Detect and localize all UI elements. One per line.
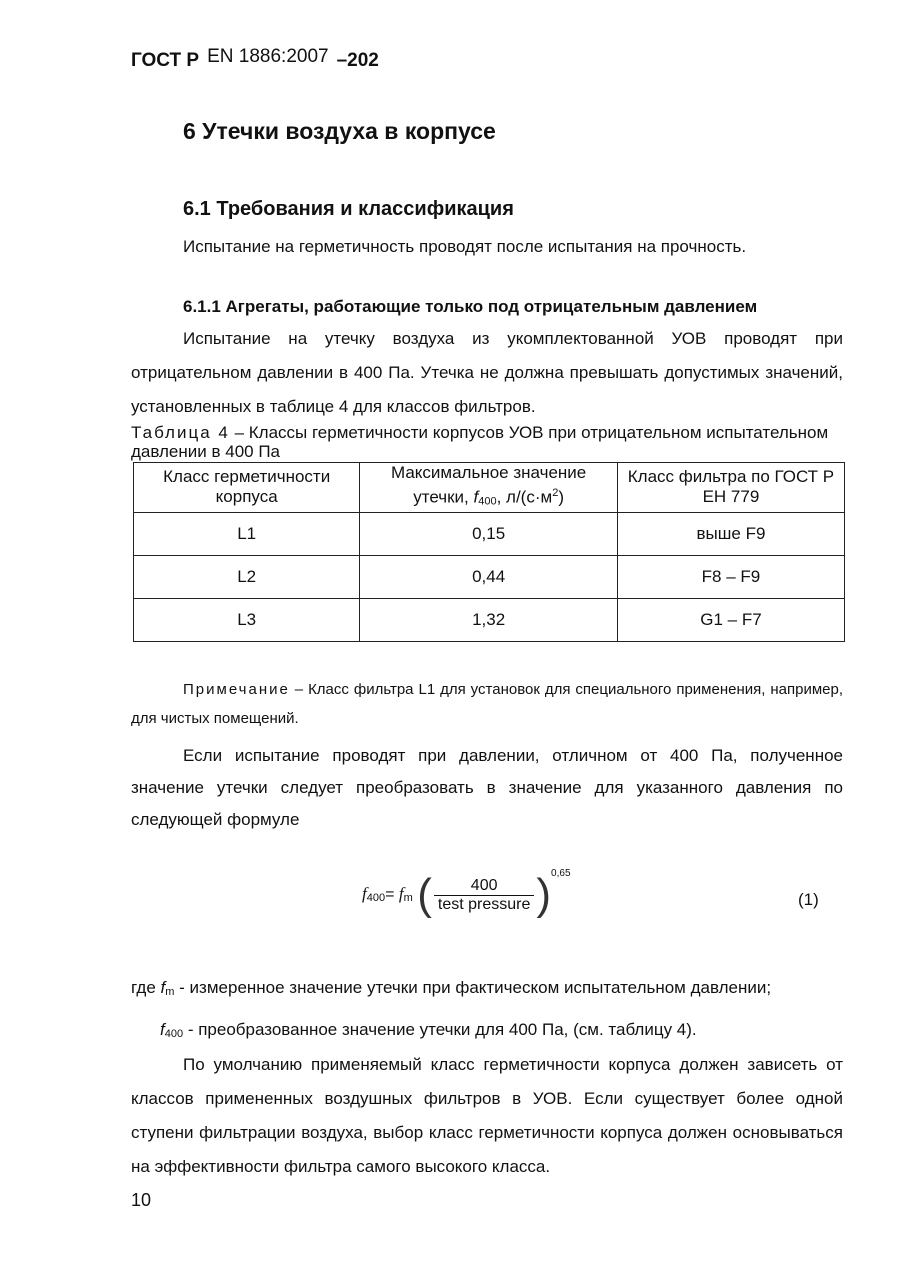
header-sup: 2	[552, 487, 559, 499]
subsection-title: 6.1 Требования и классификация	[183, 198, 514, 220]
default-class-paragraph	[131, 1048, 843, 1184]
table-cell: L1	[134, 512, 360, 555]
table-cell: F8 – F9	[617, 555, 844, 598]
subsection-text: Испытание на герметичность проводят после испытания на прочность.	[183, 237, 747, 256]
where-text: - измеренное значение утечки при фактическом испытательном давлении;	[174, 978, 772, 997]
formula-denominator: test pressure	[437, 895, 531, 913]
formula-fraction	[434, 877, 534, 914]
header-unit: , л/(с·м	[496, 487, 553, 507]
formula-numerator: 400	[434, 877, 534, 896]
table-caption	[131, 423, 843, 461]
subsubsection-text: Испытание на утечку воздуха из укомплектованной УОВ проводят при отрицательном давлении в 400 Па. Утечка не должна превышать допустимых значений, установленных в таблице 4 для классов фильтров.	[131, 329, 843, 416]
table-cell: G1 – F7	[617, 598, 844, 641]
table-cell: 0,44	[360, 555, 618, 598]
table-note	[131, 675, 843, 733]
where-var: f	[160, 978, 166, 997]
conversion-text: Если испытание проводят при давлении, отличном от 400 Па, полученное значение утечки следует преобразовать в значение для указанного давления по следующей формуле	[131, 746, 843, 829]
where-text: - преобразованное значение утечки для 400 Па, (см. таблицу 4).	[183, 1020, 697, 1039]
note-text: – Класс фильтра L1 для установок для специального применения, например, для чистых помещений.	[131, 681, 843, 727]
formula-lhs-sub: 400	[366, 892, 386, 905]
table-caption-label: Таблица 4	[131, 423, 230, 442]
table-caption-text: – Классы герметичности корпусов УОВ при отрицательном испытательном давлении в 400 Па	[131, 423, 829, 461]
header-sub: 400	[478, 495, 497, 508]
table-row	[134, 555, 845, 598]
equation-number: (1)	[798, 890, 819, 909]
conversion-paragraph	[131, 740, 843, 836]
formula-lhs-var: f	[362, 884, 367, 904]
header-text: Максимальное значение	[390, 463, 587, 482]
header-text: утечки,	[413, 487, 474, 507]
table-cell: L3	[134, 598, 360, 641]
where-var-sub: m	[165, 986, 175, 998]
leakage-class-table	[133, 462, 845, 642]
table-header-cell: Класс фильтра по ГОСТ Р ЕН 779	[617, 463, 844, 513]
subsubsection-title: 6.1.1 Агрегаты, работающие только под отрицательным давлением	[183, 297, 758, 316]
note-label: Примечание	[183, 681, 290, 698]
subsubsection-paragraph	[131, 322, 843, 424]
table-cell: 1,32	[360, 598, 618, 641]
table-header-cell: Класс герметичности корпуса	[134, 463, 360, 513]
table-header-row	[134, 463, 845, 513]
table-header-cell	[360, 463, 618, 513]
where-var-sub: 400	[164, 1028, 184, 1040]
header-standard: EN 1886:2007	[207, 46, 329, 67]
formula-rhs-var: f	[398, 884, 404, 904]
table-cell: выше F9	[617, 512, 844, 555]
table-cell: 0,15	[360, 512, 618, 555]
formula-eq: =	[385, 886, 395, 904]
document-header	[131, 46, 379, 72]
table-row	[134, 512, 845, 555]
formula	[362, 870, 571, 920]
where-prefix: где	[131, 978, 161, 997]
header-gost: ГОСТ Р	[131, 50, 200, 71]
where-line-2	[160, 1020, 697, 1040]
default-text: По умолчанию применяемый класс герметичности корпуса должен зависеть от классов примененных воздушных фильтров в УОВ. Если существует более одной ступени фильтрации воздуха, выбор класс герметичности корпуса должен основываться на эффективности фильтра самого высокого класса.	[131, 1055, 843, 1176]
section-title: 6 Утечки воздуха в корпусе	[183, 118, 496, 144]
right-paren-icon: )	[536, 870, 552, 919]
header-suffix: –202	[336, 50, 379, 71]
page-number: 10	[131, 1190, 152, 1210]
table-row	[134, 598, 845, 641]
where-var: f	[160, 1020, 165, 1039]
where-line-1	[131, 978, 771, 998]
formula-exponent: 0,65	[551, 868, 571, 879]
header-var: f	[473, 487, 479, 507]
left-paren-icon: (	[417, 870, 432, 919]
header-close: )	[558, 487, 564, 507]
table-cell: L2	[134, 555, 360, 598]
formula-rhs-sub: m	[403, 892, 413, 905]
